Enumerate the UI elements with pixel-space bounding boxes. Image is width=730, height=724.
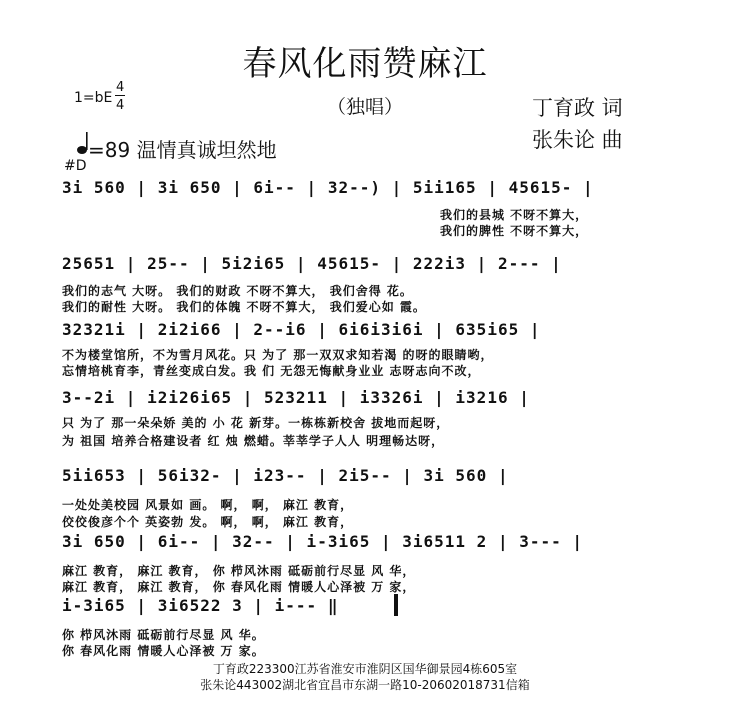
- lyric-row-1-verse-2: 我们的脾性 不呀不算大，: [440, 224, 589, 238]
- notation-row-7: i-3i65 | 3i6522 3 | i--- ‖: [62, 596, 339, 615]
- time-signature-top: 4: [116, 80, 125, 95]
- song-subtitle: （独唱）: [326, 96, 403, 118]
- final-barline: [394, 594, 398, 616]
- lyric-row-2-verse-2: 我们的耐性 大呀。 我们的体魄 不呀不算大， 我们爱心如 霞。: [62, 300, 426, 314]
- tempo-marking: =89 温情真诚坦然地: [88, 138, 277, 162]
- lyric-row-5-verse-2: 佼佼俊彦个个 英姿勃 发。 啊， 啊， 麻江 教育，: [62, 515, 354, 529]
- notation-row-3: 32321i | 2i2i66 | 2--i6 | 6i6i3i6i | 635i65 |: [62, 320, 541, 339]
- time-signature-line: [115, 95, 125, 96]
- da-capo-mark: #D: [64, 158, 87, 174]
- lyric-row-6-verse-2: 麻江 教育， 麻江 教育， 你 春风化雨 情暖人心泽被 万 家，: [62, 580, 416, 594]
- footer-address-lyricist: 丁育政223300江苏省淮安市淮阴区国华御景园4栋605室: [212, 662, 518, 676]
- lyric-row-5-verse-1: 一处处美校园 风景如 画。 啊， 啊， 麻江 教育，: [62, 498, 354, 512]
- notation-row-1: 3i 560 | 3i 650 | 6i-- | 32--) | 5ii165 | 45615- |: [62, 178, 594, 197]
- lyric-row-2-verse-1: 我们的志气 大呀。 我们的财政 不呀不算大， 我们舍得 花。: [62, 284, 413, 298]
- lyric-row-3-verse-1: 不为楼堂馆所，不为雪月风花。只 为了 那一双双求知若渴 的呀的眼睛哟，: [62, 348, 494, 362]
- lyric-row-7-verse-2: 你 春风化雨 情暖人心泽被 万 家。: [62, 644, 265, 658]
- lyric-row-6-verse-1: 麻江 教育， 麻江 教育， 你 栉风沐雨 砥砺前行尽显 风 华，: [62, 564, 416, 578]
- lyric-row-4-verse-1: 只 为了 那一朵朵娇 美的 小 花 新芽。一栋栋新校舍 拔地而起呀，: [62, 416, 450, 430]
- lyricist-credit: 丁育政 词: [532, 96, 623, 120]
- song-title: 春风化雨赞麻江: [242, 44, 488, 84]
- key-signature: 1=bE: [74, 90, 113, 106]
- time-signature-bottom: 4: [116, 98, 125, 113]
- footer-address-composer: 张朱论443002湖北省宜昌市东湖一路10-20602018731信箱: [200, 678, 530, 692]
- lyric-row-1-verse-1: 我们的县城 不呀不算大，: [440, 208, 589, 222]
- notation-row-4: 3--2i | i2i26i65 | 523211 | i3326i | i3216 |: [62, 388, 530, 407]
- notation-row-2: 25651 | 25-- | 5i2i65 | 45615- | 222i3 | 2--- |: [62, 254, 562, 273]
- lyric-row-3-verse-2: 忘情培桃育李，青丝变成白发。我 们 无怨无悔献身业业 志呀志向不改，: [62, 364, 481, 378]
- composer-credit: 张朱论 曲: [532, 128, 623, 152]
- lyric-row-7-verse-1: 你 栉风沐雨 砥砺前行尽显 风 华。: [62, 628, 265, 642]
- lyric-row-4-verse-2: 为 祖国 培养合格建设者 红 烛 燃蜡。莘莘学子人人 明理畅达呀，: [62, 434, 445, 448]
- notation-row-6: 3i 650 | 6i-- | 32-- | i-3i65 | 3i6511 2 | 3--- |: [62, 532, 584, 551]
- notation-row-5: 5ii653 | 56i32- | i23-- | 2i5-- | 3i 560 |: [62, 466, 509, 485]
